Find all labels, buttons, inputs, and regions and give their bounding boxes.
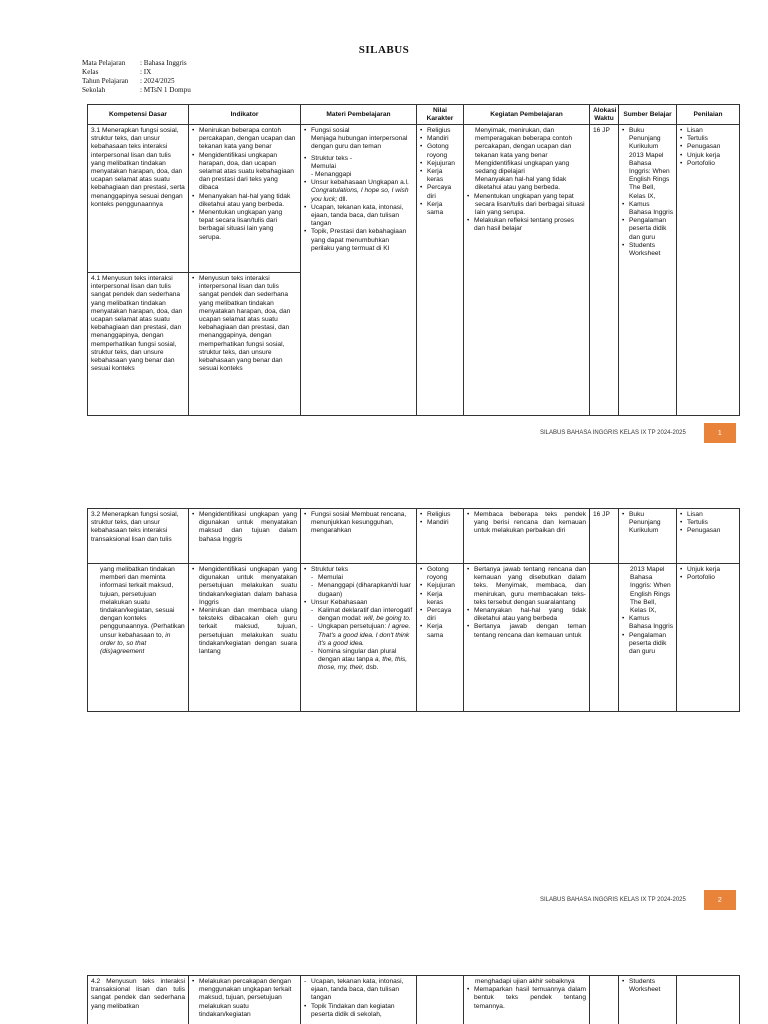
meta-row <box>82 59 191 68</box>
meta-key: Tahun Pelajaran <box>82 77 129 85</box>
indikator-cell <box>189 509 301 564</box>
list-item: • Melakukan percakapan dengan menggunakan ungkapan terkait maksud, tujuan, persetujuan melakukan suatu tindakan/kegiatan <box>192 978 297 1019</box>
meta-row <box>82 68 191 77</box>
list-item: • Menentukan ungkapan yang tepat secara lisan/tulis dari berbagai situasi lain yang serupa. <box>192 209 297 242</box>
sumber-list <box>622 127 673 258</box>
kegiatan-list <box>467 566 586 640</box>
list-item: • Membaca beberapa teks pendek yang berisi rencana dan kemauan untuk melakukan perbaikan diri <box>467 511 586 536</box>
penilaian-cell <box>677 125 740 416</box>
list-item: - Ucapan, tekanan kata, intonasi, ejaan, tanda baca, dan tulisan tangan <box>304 978 413 1003</box>
penilaian-list <box>680 511 736 536</box>
list-item: • Mengidentifikasi ungkapan yang digunakan untuk menyatakan persetujuan melakukan suatu tindakan/kegiatan dalam bahasa Inggris <box>192 566 297 607</box>
kegiatan-text: Menanyakan hal-hal yang tidak diketahui atau yang berbeda. <box>475 176 567 192</box>
indikator-cell <box>189 273 301 416</box>
indikator-list <box>192 127 297 242</box>
materi-heading: Struktur teks <box>311 566 349 573</box>
materi-list <box>304 1003 413 1019</box>
penilaian-list <box>680 127 736 168</box>
list-item: • Topik Tindakan dan kegiatan peserta didik di sekolah, <box>304 1003 413 1019</box>
list-item: • Lisan <box>680 511 736 519</box>
list-item: • Buku Penunjang Kurikulum <box>622 511 673 536</box>
kegiatan-cell <box>464 509 590 564</box>
materi-list <box>304 511 413 536</box>
list-item <box>304 566 413 599</box>
kegiatan-list <box>467 511 586 536</box>
page-footer <box>540 890 736 910</box>
kd-text: 3.1 Menerapkan fungsi sosial, struktur teks, dan unsur kebahasaan teks interaksi interpersonal lisan dan tulis yang melibatkan tindakan menyatakan harapan, doa, dan ucapan selamat atas suatu kebahagiaan dan prestasi, serta menanggapinya sesuai dengan konteks penggunaannya <box>91 127 185 208</box>
kd-text: 4.1 Menyusun teks interaksi interpersonal lisan dan tulis sangat pendek dan sederhana yang melibatkan tindakan menyatakan harapan, doa, dan ucapan selamat atas suatu kebahagiaan dan prestasi, dan menanggapinya, dengan memperhatikan fungsi sosial, struktur teks, dan unsure kebahasaan yang benar dan sesuai konteks <box>91 275 183 373</box>
nilai-list <box>420 566 460 640</box>
kegiatan-list <box>467 217 586 233</box>
page-number: 1 <box>704 423 736 443</box>
page-2 <box>0 470 768 950</box>
alokasi-cell: 16 JP <box>590 509 619 564</box>
list-item: • Kerja keras <box>420 168 460 184</box>
materi-heading: Unsur Kebahasaan <box>311 598 368 606</box>
meta-key: Mata Pelajaran <box>82 59 126 67</box>
materi-detail: dll. <box>337 195 348 203</box>
meta-key: Kelas <box>82 68 99 76</box>
list-item: • Kejujuran <box>420 582 460 590</box>
kegiatan-text: menghadapi ujian akhir sebaiknya <box>475 978 575 985</box>
list-item: • Menyusun teks interaksi interpersonal lisan dan tulis sangat pendek dan sederhana yang melibatkan tindakan menyatakan harapan, doa, dan ucapan selamat atas suatu kebahagiaan dan prestasi, dan menanggapinya, dengan memperhatikan fungsi sosial, struktur teks, dan unsure kebahasaan yang benar dan sesuai konteks <box>192 275 297 373</box>
table-row <box>88 125 740 273</box>
materi-detail: Memulai <box>311 162 336 170</box>
materi-detail: Menjaga hubungan interpersonal dengan guru dan teman <box>311 135 408 151</box>
alokasi-cell <box>590 564 619 712</box>
alokasi-cell <box>590 976 619 1024</box>
list-item: • Bertanya jawab dengan teman tentang rencana dan kemauan untuk <box>467 623 586 639</box>
page-3 <box>0 970 768 1024</box>
kegiatan-text: secara lisan/tulis dari berbagai situasi lain yang serupa. <box>475 200 585 217</box>
list-item: • Portofolio <box>680 574 736 582</box>
indikator-list <box>192 978 297 1019</box>
list-item: • Buku Penunjang Kurikulum 2013 Mapel Bahasa Inggris: When English Rings The Bell, Kelas IX, <box>622 127 673 201</box>
list-item: • Bertanya jawab tentang rencana dan kemauan yang disebutkan dalam teks. Menyimak, membaca, dan menirukan, guru membacakan teks-teks tersebut dengan suaralantang <box>467 566 586 607</box>
syllabus-table-3 <box>87 975 740 1024</box>
kegiatan-text: Menyimak, menirukan, dan memperagakan beberapa contoh percakapan, dengan ucapan dan tekanan kata yang benar <box>475 127 573 159</box>
list-item: • Portofolio <box>680 160 736 168</box>
penilaian-list <box>680 566 736 582</box>
page-1 <box>0 0 768 450</box>
list-item: • Penugasan <box>680 527 736 535</box>
materi-cell <box>301 509 417 564</box>
list-item: • Unjuk kerja <box>680 152 736 160</box>
sumber-text: 2013 Mapel Bahasa Inggris: When English Rings The Bell, Kelas IX, <box>630 566 671 615</box>
list-item: • Mengidentifikasi ungkapan harapan, doa, dan ucapan selamat atas suatu kebahagiaan dan prestasi dari teks yang dibaca <box>192 152 297 193</box>
meta-value: : 2024/2025 <box>140 77 175 85</box>
indikator-cell <box>189 976 301 1024</box>
kd-cell: 3.2 Menerapkan fungsi sosial, struktur teks, dan unsur kebahasaan teks interaksi transaksional lisan dan tulis <box>88 509 189 564</box>
sumber-cell <box>619 976 677 1024</box>
header-nilai: Nilai Karakter <box>417 105 464 125</box>
list-item: • Students Worksheet <box>622 978 673 994</box>
syllabus-meta <box>82 59 191 95</box>
materi-list <box>304 566 413 673</box>
sumber-cell <box>619 564 677 712</box>
kd-example: (dis)agreement <box>100 648 145 656</box>
list-item: • Menirukan dan membaca ulang teksteks dibacakan oleh guru terkait maksud, tujuan, persetujuan melakukan suatu tindakan/kegiatan dengan suara lantang <box>192 607 297 656</box>
header-indikator: Indikator <box>189 105 301 125</box>
alokasi-cell: 16 JP <box>590 125 619 416</box>
list-item: • Menanyakan hal-hal yang tidak diketahui atau yang berbeda <box>467 607 586 623</box>
materi-example: I agree. That's a good idea. I don't think it's a good idea. <box>318 623 411 647</box>
list-item: • Gotong royong <box>420 566 460 582</box>
list-item: • Lisan <box>680 127 736 135</box>
list-item: • Tertulis <box>680 519 736 527</box>
materi-detail: Nomina singular dan plural dengan atau tanpa <box>318 648 397 664</box>
list-item: • Menentukan ungkapan yang tepat <box>467 193 586 201</box>
document-title: SILABUS <box>358 44 410 56</box>
meta-value: : MTsN 1 Dompu <box>140 86 191 94</box>
penilaian-cell <box>677 509 740 564</box>
list-item: • Religius <box>420 511 460 519</box>
materi-detail: Ungkapan persetujuan: <box>318 623 387 631</box>
materi-cell <box>301 976 417 1024</box>
nilai-cell <box>417 509 464 564</box>
penilaian-cell <box>677 976 740 1024</box>
indikator-cell <box>189 125 301 273</box>
list-item: • Kejujuran <box>420 160 460 168</box>
nilai-cell <box>417 125 464 416</box>
footer-text: SILABUS BAHASA INGGRIS KELAS IX TP 2024-2025 <box>540 430 686 436</box>
kd-cell <box>88 273 189 416</box>
list-item: • Tertulis <box>680 135 736 143</box>
list-item: • Percaya diri <box>420 184 460 200</box>
syllabus-table-2 <box>87 508 740 712</box>
list-item: • Religius <box>420 127 460 135</box>
list-item: • Kamus Bahasa Inggris <box>622 615 673 631</box>
header-materi: Materi Pembelajaran <box>301 105 417 125</box>
sumber-cell <box>619 509 677 564</box>
page-number: 2 <box>704 890 736 910</box>
list-item: • Melakukan refleksi tentang proses dan hasil belajar <box>467 217 586 233</box>
list-item <box>304 599 413 673</box>
kd-cell <box>88 125 189 273</box>
kd-text: yang melibatkan tindakan memberi dan meminta informasi terkait maksud, tujuan, persetujuan melakukan suatu tindakan/kegiatan, sesuai dengan konteks penggunaannya. (Perhatikan unsur kebahasaan to, <box>100 566 185 639</box>
table-header-row <box>88 105 740 125</box>
materi-list <box>304 127 413 253</box>
meta-key: Sekolah <box>82 86 106 94</box>
nilai-cell <box>417 564 464 712</box>
list-item <box>304 127 413 152</box>
list-item: • Pengalaman peserta didik dan guru <box>622 217 673 242</box>
kd-cell: 4.2 Menyusun teks interaksi transaksional lisan dan tulis sangat pendek dan sederhana yang melibatkan <box>88 976 189 1024</box>
materi-list <box>304 978 413 1003</box>
page-footer <box>540 423 736 443</box>
header-sumber: Sumber Belajar <box>619 105 677 125</box>
materi-heading: Struktur teks - <box>311 154 353 162</box>
sumber-cell <box>619 125 677 416</box>
materi-example: will, be going to. <box>363 615 411 623</box>
nilai-list <box>420 511 460 527</box>
materi-detail: Kalimat deklaratif dan interogatif dengan modal: <box>318 607 413 623</box>
list-item: - Menanggapi (diharapkan/di luar dugaan) <box>311 582 413 598</box>
meta-value: : IX <box>140 68 152 76</box>
kegiatan-list <box>467 986 586 1011</box>
materi-detail: - Menanggapi <box>311 171 352 179</box>
materi-heading: Fungsi sosial <box>311 127 350 134</box>
list-item: • Kamus Bahasa Inggris <box>622 201 673 217</box>
meta-row <box>82 77 191 86</box>
list-item: • Penugasan <box>680 143 736 151</box>
indikator-cell <box>189 564 301 712</box>
list-item: • Mandiri <box>420 519 460 527</box>
meta-value: : Bahasa Inggris <box>140 59 187 67</box>
materi-detail: dsb. <box>365 664 379 672</box>
header-penilaian: Penilaian <box>677 105 740 125</box>
list-item: • Gotong royong <box>420 143 460 159</box>
sumber-list <box>622 615 673 656</box>
list-item <box>311 623 413 648</box>
materi-example: a, the, this, those, my, their, <box>318 656 408 672</box>
list-item: • Ucapan, tekanan kata, intonasi, ejaan, tanda baca, dan tulisan tangan <box>304 204 413 229</box>
table-row <box>88 976 740 1024</box>
meta-row <box>82 86 191 95</box>
sumber-list <box>622 978 673 994</box>
table-row <box>88 564 740 712</box>
materi-heading: Unsur kebahasaan Ungkapan a.l. <box>311 179 409 187</box>
list-item: • Pengalaman peserta didik dan guru <box>622 632 673 657</box>
materi-cell <box>301 125 417 416</box>
list-item: • Kerja sama <box>420 201 460 217</box>
list-item: • Topik, Prestasi dan kebahagiaan yang dapat menumbuhkan perilaku yang termuat di KI <box>304 228 413 253</box>
kegiatan-cell <box>464 564 590 712</box>
list-item: • Mengidentifikasi ungkapan yang digunakan untuk menyatakan maksud dan tujuan dalam bahasa Inggris <box>192 511 297 544</box>
list-item: - Memulai <box>311 574 413 582</box>
nilai-list <box>420 127 460 217</box>
list-item: • Students Worksheet <box>622 242 673 258</box>
materi-sublist <box>311 574 413 599</box>
nilai-cell <box>417 976 464 1024</box>
header-alokasi: Alokasi Waktu <box>590 105 619 125</box>
kegiatan-cell <box>464 125 590 416</box>
list-item: • Memaparkan hasil temuannya dalam bentuk teks pendek tentang temannya. <box>467 986 586 1011</box>
list-item: • Kerja keras <box>420 591 460 607</box>
materi-example: Congratulations, I hope so, I wish you luck; <box>311 187 409 203</box>
list-item <box>304 155 413 180</box>
materi-sublist <box>311 607 413 673</box>
list-item: • Menirukan beberapa contoh percakapan, dengan ucapan dan tekanan kata yang benar <box>192 127 297 152</box>
kd-cell <box>88 564 189 712</box>
kd-example: in order to, so that <box>100 631 171 647</box>
sumber-list <box>622 511 673 536</box>
list-item: • Menanyakan hal-hal yang tidak diketahui atau yang berbeda. <box>192 193 297 209</box>
indikator-list <box>192 275 297 373</box>
indikator-list <box>192 566 297 656</box>
table-row <box>88 509 740 564</box>
materi-cell <box>301 564 417 712</box>
syllabus-table-1 <box>87 104 740 416</box>
list-item <box>304 179 413 204</box>
indikator-list <box>192 511 297 544</box>
list-item: • Fungsi sosial Membuat rencana, menunjukkan kesungguhan, mengarahkan <box>304 511 413 536</box>
header-kegiatan: Kegiatan Pembelajaran <box>464 105 590 125</box>
list-item: • Kerja sama <box>420 623 460 639</box>
kegiatan-list <box>467 193 586 201</box>
list-item <box>311 648 413 673</box>
header-kompetensi: Kompetensi Dasar <box>88 105 189 125</box>
footer-text: SILABUS BAHASA INGGRIS KELAS IX TP 2024-2025 <box>540 897 686 903</box>
list-item <box>311 607 413 623</box>
kegiatan-text: Mengidentifikasi ungkapan yang sedang dipelajari <box>475 159 570 176</box>
penilaian-cell <box>677 564 740 712</box>
list-item: • Unjuk kerja <box>680 566 736 574</box>
list-item: • Percaya diri <box>420 607 460 623</box>
list-item: • Mandiri <box>420 135 460 143</box>
kegiatan-cell <box>464 976 590 1024</box>
